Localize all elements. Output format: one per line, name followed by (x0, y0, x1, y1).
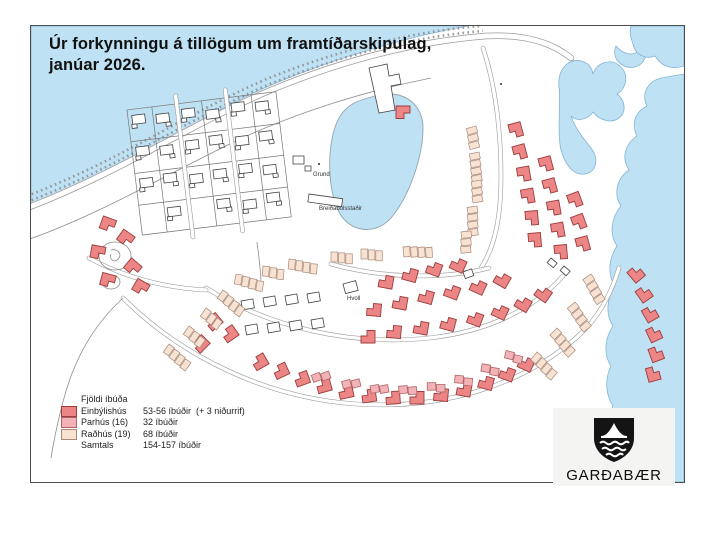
parhus-pair (504, 350, 524, 364)
einbylishus-building (550, 222, 565, 238)
existing-building (245, 324, 258, 335)
map-dot (318, 163, 320, 165)
grid-existing-annex (140, 187, 145, 192)
grid-existing-annex (185, 150, 190, 155)
grid-existing-annex (166, 122, 171, 127)
radhus-row (469, 180, 484, 203)
radhus-row (565, 302, 593, 332)
einbylishus-building (99, 216, 116, 233)
samtals-value: 154-157 íbúðir (143, 440, 202, 450)
legend-row-samtals (61, 440, 245, 452)
legend-row-parhus (61, 417, 245, 429)
grid-existing-annex (265, 110, 270, 115)
label-hvoll: Hvoll (347, 296, 361, 302)
grid-existing-annex (219, 143, 224, 148)
grid-existing-annex (269, 139, 274, 144)
grid-existing-building (132, 114, 146, 125)
radhus-row (331, 252, 352, 264)
grid-existing-annex (276, 201, 281, 206)
existing-building (289, 320, 302, 331)
einbylishus-building (566, 191, 583, 208)
gardabaer-logo (553, 408, 675, 486)
existing-building (267, 322, 280, 333)
grid-existing-building (140, 177, 154, 188)
radhus-row (459, 231, 473, 253)
existing-building (343, 281, 358, 294)
legend-row-radhus (61, 429, 245, 441)
parhus-swatch (61, 417, 77, 428)
einbylishus-value: 53-56 íbúðir (+ 3 niðurrif) (143, 405, 245, 416)
einbylishus-building (538, 156, 554, 173)
parhus-pair (454, 375, 472, 386)
existing-building (285, 294, 298, 305)
gardabaer-shield-icon (592, 415, 636, 465)
grid-existing-annex (223, 177, 228, 182)
einbylishus-building (251, 353, 269, 371)
east-street-surface (481, 48, 501, 268)
einbylishus-building (528, 233, 542, 248)
samtals-label: Samtals (81, 440, 114, 450)
radhus-value: 68 íbúðir (143, 428, 179, 439)
legend-row-header (61, 394, 245, 406)
einbylishus-building (516, 166, 531, 182)
grid-existing-annex (173, 181, 178, 186)
radhus-row (361, 249, 382, 261)
grid-existing-annex (231, 112, 236, 117)
radhus-row (403, 244, 433, 259)
grid-existing-annex (136, 156, 141, 161)
einbylishus-building (221, 325, 240, 343)
grid-existing-building (235, 135, 249, 146)
einbylishus-building (386, 391, 401, 404)
legend-header: Fjöldi íbúða (81, 394, 128, 404)
einbylishus-building (469, 278, 487, 295)
grid-existing-building (243, 199, 257, 210)
einbylishus-building (542, 178, 558, 195)
grid-existing-annex (170, 154, 175, 159)
einbylishus-building (402, 267, 419, 283)
einbylishus-building (272, 362, 290, 379)
einbylishus-building (90, 245, 106, 260)
grid-existing-annex (189, 183, 194, 188)
einbylishus-building (575, 236, 591, 253)
grid-existing-annex (273, 173, 278, 178)
einbylishus-building (546, 200, 561, 216)
existing-building (305, 166, 311, 171)
einbylishus-building (512, 144, 528, 161)
einbylishus-building (440, 316, 457, 332)
grid-existing-annex (243, 209, 248, 214)
einbylishus-building (117, 229, 136, 247)
einbylishus-swatch (61, 406, 77, 417)
einbylishus-building (570, 213, 587, 230)
existing-building (307, 292, 320, 303)
existing-building (547, 258, 557, 268)
einbylishus-building (378, 274, 394, 289)
gardabaer-logo-text: GARÐABÆR (566, 467, 662, 484)
grid-existing-annex (239, 173, 244, 178)
grid-existing-building (231, 102, 245, 113)
map-title-line2: janúar 2026. (49, 56, 146, 74)
einbylishus-building (493, 271, 511, 289)
existing-building (293, 156, 304, 164)
einbylishus-building (554, 245, 568, 260)
einbylishus-building (367, 303, 382, 317)
parhus-label: Parhús (16) (81, 417, 129, 427)
existing-building (311, 318, 324, 329)
einbylishus-building (413, 320, 429, 335)
label-breidabolsstadir: Breiðabólsstaðir (319, 206, 363, 212)
radhus-row (465, 126, 482, 150)
grid-existing-annex (167, 216, 172, 221)
grid-existing-building (167, 206, 181, 217)
grid-existing-annex (181, 118, 186, 123)
parhus-pair (481, 364, 500, 376)
einbylishus-building (443, 283, 460, 300)
grid-existing-building (181, 108, 195, 119)
grid-existing-building (136, 146, 150, 157)
grid-existing-annex (227, 207, 232, 212)
einbylishus-building (418, 289, 435, 305)
radhus-row (581, 274, 608, 305)
legend-row-einbylishus (61, 406, 245, 418)
existing-building (263, 296, 276, 307)
grid-existing-annex (132, 124, 137, 129)
map-title (49, 34, 431, 76)
radhus-swatch (61, 429, 77, 440)
map-title-line1: Úr forkynningu á tillögum um framtíðarskipulag, (49, 35, 432, 53)
einbylishus-building (392, 295, 408, 310)
radhus-row (288, 259, 318, 274)
hillock-curl (110, 250, 119, 261)
grid-existing-building (189, 173, 203, 184)
einbylishus-label: Einbýlishús (81, 405, 127, 416)
label-grund: Grund (313, 172, 330, 178)
grid-existing-building (239, 163, 253, 174)
einbylishus-building (520, 188, 535, 204)
radhus-row (234, 274, 264, 291)
grid-access-lane (257, 242, 261, 284)
parhus-pair (399, 385, 417, 396)
grid-existing-building (185, 140, 199, 151)
radhus-row (262, 266, 284, 280)
grid-existing-annex (216, 118, 221, 123)
parhus-pair (370, 383, 389, 395)
einbylishus-building (508, 122, 524, 139)
grid-existing-annex (235, 145, 240, 150)
parhus-value: 32 íbúðir (143, 417, 179, 427)
radhus-label: Raðhús (19) (81, 428, 131, 439)
radhus-row (467, 152, 485, 183)
einbylishus-building (525, 211, 539, 226)
map-dot-2 (500, 83, 502, 85)
einbylishus-building (387, 325, 402, 339)
existing-building (463, 269, 474, 279)
einbylishus-building (466, 310, 483, 327)
legend (61, 394, 245, 452)
parhus-pair (427, 383, 445, 392)
einbylishus-building (361, 331, 375, 344)
einbylishus-building (100, 272, 117, 288)
bay-lobes (559, 60, 626, 174)
einbylishus-building (293, 370, 310, 387)
